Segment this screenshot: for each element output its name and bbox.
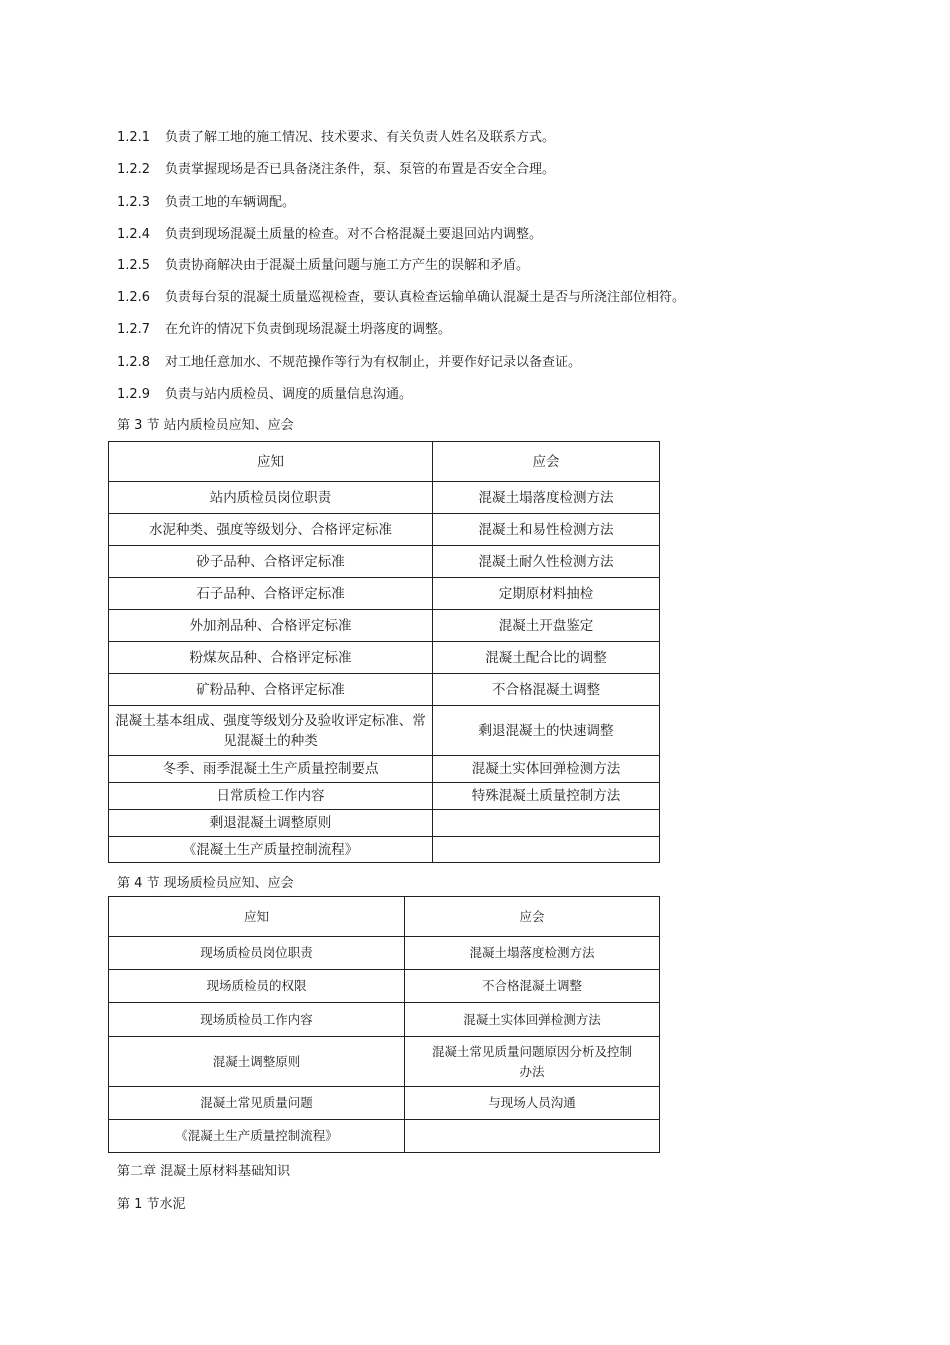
table-cell: 与现场人员沟通 (405, 1087, 660, 1120)
table-row (109, 970, 660, 1003)
table-cell: 混凝土常见质量问题原因分析及控制办法 (405, 1037, 660, 1087)
item-number: 1.2.4 (117, 227, 151, 242)
table-cell: 混凝土和易性检测方法 (433, 514, 660, 546)
list-item (117, 162, 555, 178)
table-cell (433, 837, 660, 863)
table-cell: 剩退混凝土的快速调整 (433, 706, 660, 756)
table-cell: 粉煤灰品种、合格评定标准 (109, 642, 433, 674)
table-row (109, 837, 660, 863)
table-row (109, 642, 660, 674)
item-number: 1.2.1 (117, 130, 151, 145)
table-header-row (109, 897, 660, 937)
table-row (109, 783, 660, 810)
table-cell: 定期原材料抽检 (433, 578, 660, 610)
item-text: 对工地任意加水、不规范操作等行为有权制止，并要作好记录以备查证。 (165, 355, 582, 370)
table-row (109, 1003, 660, 1037)
table-cell: 现场质检员岗位职责 (109, 937, 405, 970)
list-item (117, 387, 412, 403)
table-row (109, 1120, 660, 1153)
table-cell: 混凝土开盘鉴定 (433, 610, 660, 642)
table-row (109, 1087, 660, 1120)
section-3-table (108, 441, 660, 863)
item-text: 在允许的情况下负责倒现场混凝土坍落度的调整。 (165, 322, 452, 337)
table-row (109, 937, 660, 970)
table-cell: 不合格混凝土调整 (433, 674, 660, 706)
table-row (109, 482, 660, 514)
table-cell: 不合格混凝土调整 (405, 970, 660, 1003)
table-cell: 特殊混凝土质量控制方法 (433, 783, 660, 810)
section-4-table (108, 896, 660, 1153)
table-cell: 混凝土基本组成、强度等级划分及验收评定标准、常见混凝土的种类 (109, 706, 433, 756)
table-cell: 外加剂品种、合格评定标准 (109, 610, 433, 642)
item-text: 负责到现场混凝土质量的检查。对不合格混凝土要退回站内调整。 (165, 227, 543, 242)
table-cell: 日常质检工作内容 (109, 783, 433, 810)
section-4-title: 第 4 节 现场质检员应知、应会 (117, 876, 294, 891)
table-cell: 混凝土实体回弹检测方法 (405, 1003, 660, 1037)
column-header: 应会 (405, 897, 660, 937)
table-row (109, 1037, 660, 1087)
table-cell: 石子品种、合格评定标准 (109, 578, 433, 610)
item-text: 负责工地的车辆调配。 (165, 195, 296, 210)
item-number: 1.2.9 (117, 387, 151, 402)
column-header: 应知 (109, 897, 405, 937)
list-item (117, 290, 685, 306)
table-cell: 站内质检员岗位职责 (109, 482, 433, 514)
table-cell (433, 810, 660, 837)
list-item (117, 322, 451, 338)
column-header: 应会 (433, 442, 660, 482)
table-row (109, 810, 660, 837)
list-item (117, 227, 542, 243)
table-cell (405, 1120, 660, 1153)
table-header-row (109, 442, 660, 482)
item-text: 负责掌握现场是否已具备浇注条件，泵、泵管的布置是否安全合理。 (165, 162, 556, 177)
list-item (117, 195, 295, 211)
item-text: 负责了解工地的施工情况、技术要求、有关负责人姓名及联系方式。 (165, 130, 556, 145)
column-header: 应知 (109, 442, 433, 482)
list-item (117, 355, 581, 371)
list-item (117, 258, 529, 274)
section-1-title: 第 1 节水泥 (117, 1197, 186, 1212)
table-cell: 混凝土塌落度检测方法 (405, 937, 660, 970)
table-row (109, 756, 660, 783)
table-cell: 现场质检员的权限 (109, 970, 405, 1003)
table-cell: 《混凝土生产质量控制流程》 (109, 1120, 405, 1153)
table-cell: 混凝土耐久性检测方法 (433, 546, 660, 578)
table-cell: 矿粉品种、合格评定标准 (109, 674, 433, 706)
item-text: 负责与站内质检员、调度的质量信息沟通。 (165, 387, 413, 402)
table-row (109, 546, 660, 578)
chapter-2-title: 第二章 混凝土原材料基础知识 (117, 1164, 291, 1179)
item-number: 1.2.5 (117, 258, 151, 273)
table-cell: 《混凝土生产质量控制流程》 (109, 837, 433, 863)
item-number: 1.2.2 (117, 162, 151, 177)
table-cell: 混凝土实体回弹检测方法 (433, 756, 660, 783)
table-cell: 水泥种类、强度等级划分、合格评定标准 (109, 514, 433, 546)
item-number: 1.2.3 (117, 195, 151, 210)
table-cell: 冬季、雨季混凝土生产质量控制要点 (109, 756, 433, 783)
table-cell: 混凝土常见质量问题 (109, 1087, 405, 1120)
table-cell: 剩退混凝土调整原则 (109, 810, 433, 837)
item-text: 负责每台泵的混凝土质量巡视检查，要认真检查运输单确认混凝土是否与所浇注部位相符。 (165, 290, 686, 305)
table-row (109, 674, 660, 706)
item-number: 1.2.6 (117, 290, 151, 305)
table-cell: 现场质检员工作内容 (109, 1003, 405, 1037)
list-item (117, 130, 555, 146)
table-cell: 砂子品种、合格评定标准 (109, 546, 433, 578)
section-3-title: 第 3 节 站内质检员应知、应会 (117, 418, 294, 433)
table-row (109, 514, 660, 546)
table-row (109, 578, 660, 610)
table-row (109, 610, 660, 642)
item-text: 负责协商解决由于混凝土质量问题与施工方产生的误解和矛盾。 (165, 258, 530, 273)
item-number: 1.2.8 (117, 355, 151, 370)
table-cell: 混凝土配合比的调整 (433, 642, 660, 674)
table-cell: 混凝土塌落度检测方法 (433, 482, 660, 514)
table-row (109, 706, 660, 756)
table-cell: 混凝土调整原则 (109, 1037, 405, 1087)
item-number: 1.2.7 (117, 322, 151, 337)
